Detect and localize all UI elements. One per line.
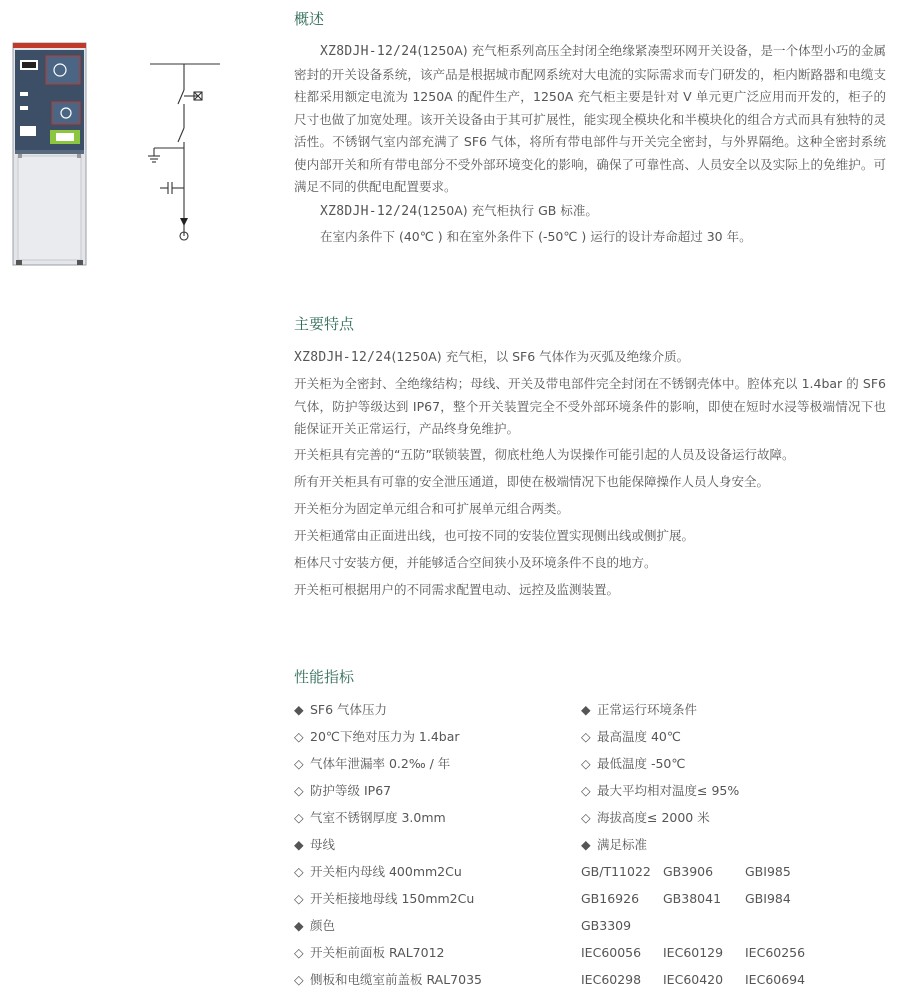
overview-paragraph-3: 在室内条件下 (40℃ ) 和在室外条件下 (-50℃ ) 运行的设计寿命超过 30 年。 [320,229,752,244]
spec-row: ◇ 开关柜接地母线 150mm2Cu [294,891,475,906]
spec-row: ◇ 海拔高度≤ 2000 米 [581,810,710,825]
features-paragraph-1-text: (1250A) 充气柜，以 SF6 气体作为灭弧及绝缘介质。 [391,349,690,364]
performance-right-list [581,701,881,998]
features-paragraph-8: 开关柜可根据用户的不同需求配置电动、远控及监测装置。 [294,582,620,597]
model-name: XZ8DJH-12/24 [320,44,418,59]
spec-row: ◇ 最低温度 -50℃ [581,756,686,771]
spec-row: ◇ 20℃下绝对压力为 1.4bar [294,729,460,744]
spec-row: ◇ 气体年泄漏率 0.2‰ / 年 [294,756,451,771]
standards-row: IEC60298 IEC60420 IEC60694 [581,972,806,987]
spec-row: ◆ 颜色 [294,918,336,933]
overview-paragraph-2 [294,200,886,224]
spec-row: ◇ 气室不锈钢厚度 3.0mm [294,810,446,825]
spec-row: ◇ 开关柜前面板 RAL7012 [294,945,445,960]
features-heading: 主要特点 [294,315,355,333]
overview-heading: 概述 [294,10,325,28]
spec-row: ◆ 正常运行环境条件 [581,702,698,717]
spec-row: ◆ 母线 [294,837,336,852]
switchgear-cabinet-illustration [12,42,88,268]
spec-row: ◆ 满足标准 [581,837,648,852]
features-paragraph-2: 开关柜为全密封、全绝缘结构；母线、开关及带电部件完全封闭在不锈钢壳体中。腔体充以 1.4bar 的 SF6 气体，防护等级达到 IP67，整个开关装置完全不受外部环境条件的影响，即使在短时水浸等极端情况下也能保证开关正常运行，产品终身免维护。 [294,376,886,436]
model-name: XZ8DJH-12/24 [294,350,392,365]
spec-row: ◇ 最高温度 40℃ [581,729,681,744]
performance-heading: 性能指标 [294,668,355,686]
performance-left-list [294,701,574,998]
features-paragraph-4: 所有开关柜具有可靠的安全泄压通道，即使在极端情况下也能保障操作人员人身安全。 [294,474,770,489]
standards-row: GB3309 [581,918,632,933]
spec-row: ◇ 最大平均相对温度≤ 95% [581,783,740,798]
standards-row: GB/T11022 GB3906 GBI985 [581,864,791,879]
spec-row: ◇ 开关柜内母线 400mm2Cu [294,864,462,879]
single-line-diagram [140,56,230,246]
features-paragraph-7: 柜体尺寸安装方便，并能够适合空间狭小及环境条件不良的地方。 [294,555,657,570]
overview-paragraph-1-text: (1250A) 充气柜系列高压全封闭全绝缘紧凑型环网开关设备，是一个体型小巧的金属密封的开关设备系统，该产品是根据城市配网系统对大电流的实际需求而专门研发的，柜内断路器和电缆支柱都采用额定电流为 1250A 的配件生产，1250A 充气柜主要是针对 V 单元更广泛应用而开发的，柜子的尺寸也做了加宽处理。该开关设备由于其可扩展性，能实现全模块化和半模块化的组合方式而具有独特的灵活性。不锈钢气室内部充满了 SF6 气体，将所有带电部件与开关完全密封，与外界隔绝。这种全密封系统使内部开关和所有带电部分不受外部环境变化的影响，确保了可靠性高、人员安全以及实际上的免维护。可满足不同的供配电配置要求。 [294,43,886,194]
overview-paragraph-1 [294,40,886,199]
features-paragraph-5: 开关柜分为固定单元组合和可扩展单元组合两类。 [294,501,570,516]
standards-row: GB16926 GB38041 GBI984 [581,891,791,906]
spec-row: ◆ SF6 气体压力 [294,702,388,717]
overview-paragraph-2-text: (1250A) 充气柜执行 GB 标准。 [417,203,598,218]
model-name: XZ8DJH-12/24 [320,204,418,219]
features-paragraph-1 [294,346,886,370]
spec-row: ◇ 侧板和电缆室前盖板 RAL7035 [294,972,482,987]
features-paragraph-3: 开关柜具有完善的“五防”联锁装置，彻底杜绝人为误操作可能引起的人员及设备运行故障。 [294,447,795,462]
spec-row: ◇ 防护等级 IP67 [294,783,392,798]
standards-row: IEC60056 IEC60129 IEC60256 [581,945,806,960]
features-paragraph-6: 开关柜通常由正面进出线，也可按不同的安装位置实现侧出线或侧扩展。 [294,528,695,543]
